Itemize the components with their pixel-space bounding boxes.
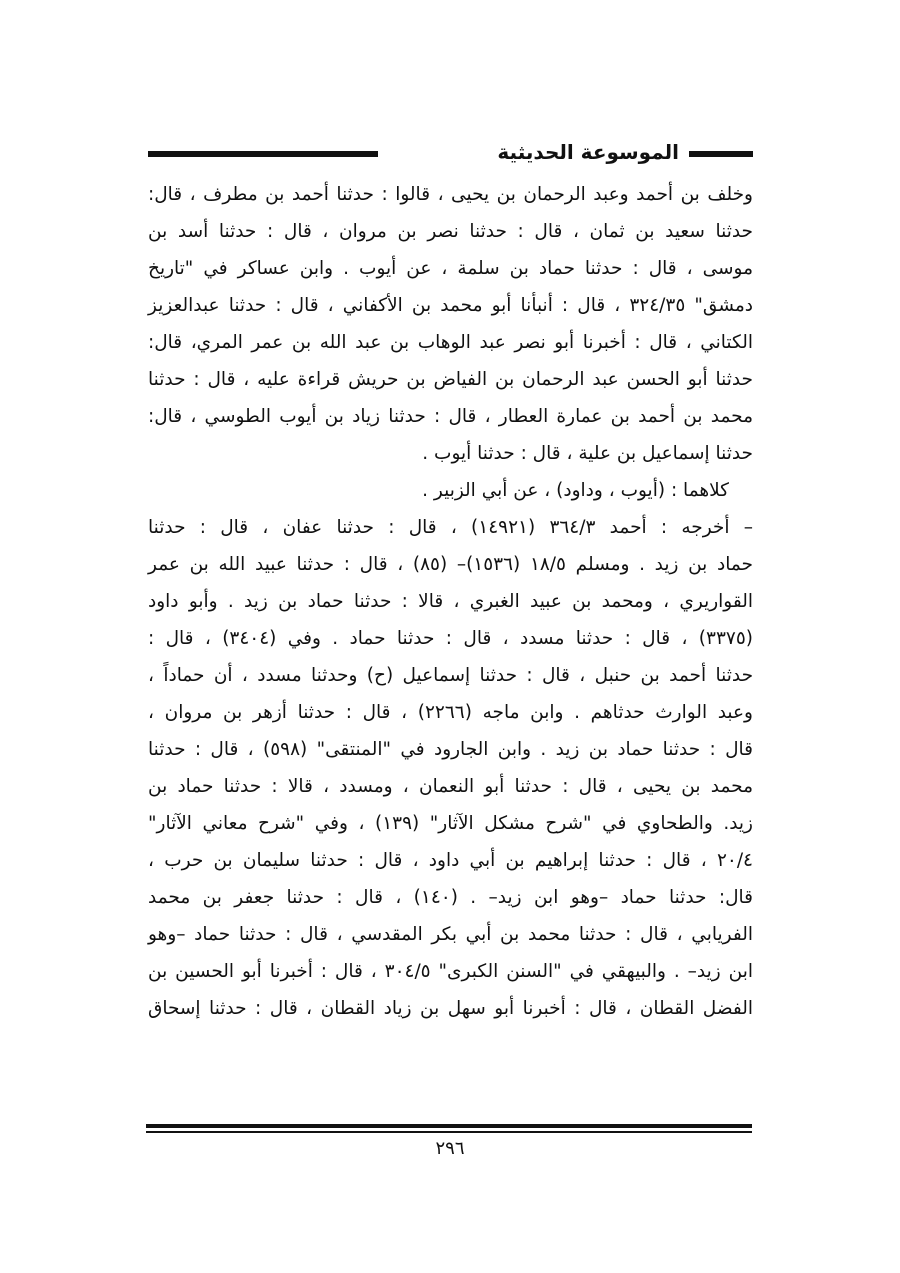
- running-header: [148, 142, 753, 172]
- text-line: حدثنا أحمد بن حنبل ، قال : حدثنا إسماعيل (ح) وحدثنا مسدد ، أن حماداً ،: [148, 665, 753, 686]
- text-line: – أخرجه : أحمد ٣٦٤/٣ (١٤٩٢١) ، قال : حدثنا عفان ، قال : حدثنا: [148, 517, 753, 538]
- page-number: ٢٩٦: [435, 1138, 465, 1159]
- text-line: الفريابي ، قال : حدثنا محمد بن أبي بكر المقدسي ، قال : حدثنا حماد –وهو: [148, 924, 753, 945]
- text-line: موسى ، قال : حدثنا حماد بن سلمة ، عن أيوب . وابن عساكر في "تاريخ: [148, 258, 753, 279]
- body-text: [148, 176, 753, 1027]
- text-line: حدثنا إسماعيل بن علية ، قال : حدثنا أيوب .: [422, 443, 753, 464]
- text-line: ابن زيد– . والبيهقي في "السنن الكبرى" ٣٠٤/٥ ، قال : أخبرنا أبو الحسين بن: [148, 961, 753, 982]
- header-rule-right: [689, 151, 753, 157]
- footer-rule: [146, 1124, 752, 1133]
- text-line: كلاهما : (أيوب ، وداود) ، عن أبي الزبير .: [422, 480, 729, 501]
- text-line: وخلف بن أحمد وعبد الرحمان بن يحيى ، قالوا : حدثنا أحمد بن مطرف ، قال:: [148, 184, 753, 205]
- text-line: دمشق" ٣٢٤/٣٥ ، قال : أنبأنا أبو محمد بن الأكفاني ، قال : حدثنا عبدالعزيز: [148, 295, 753, 316]
- text-line: حدثنا سعيد بن ثمان ، قال : حدثنا نصر بن مروان ، قال : حدثنا أسد بن: [148, 221, 753, 242]
- text-line: الكتاني ، قال : أخبرنا أبو نصر عبد الوهاب بن عبد الله بن عمر المري، قال:: [148, 332, 753, 353]
- text-line: القواريري ، ومحمد بن عبيد الغبري ، قالا : حدثنا حماد بن زيد . وأبو داود: [148, 591, 753, 612]
- footer-rule-thin: [146, 1131, 752, 1133]
- text-line: ٢٠/٤ ، قال : حدثنا إبراهيم بن أبي داود ، قال : حدثنا سليمان بن حرب ،: [148, 850, 753, 871]
- text-line: قال : حدثنا حماد بن زيد . وابن الجارود في "المنتقى" (٥٩٨) ، قال : حدثنا: [148, 739, 753, 760]
- text-line: قال: حدثنا حماد –وهو ابن زيد– . (١٤٠) ، قال : حدثنا جعفر بن محمد: [148, 887, 753, 908]
- text-line: حدثنا أبو الحسن عبد الرحمان بن الفياض بن حريش قراءة عليه ، قال : حدثنا: [148, 369, 753, 390]
- text-line: حماد بن زيد . ومسلم ١٨/٥ (١٥٣٦)– (٨٥) ، قال : حدثنا عبيد الله بن عمر: [148, 554, 753, 575]
- text-line: (٣٣٧٥) ، قال : حدثنا مسدد ، قال : حدثنا حماد . وفي (٣٤٠٤) ، قال :: [148, 628, 753, 649]
- header-rule-left: [148, 151, 378, 157]
- text-line: محمد بن يحيى ، قال : حدثنا أبو النعمان ، ومسدد ، قالا : حدثنا حماد بن: [148, 776, 753, 797]
- text-line: زيد. والطحاوي في "شرح مشكل الآثار" (١٣٩) ، وفي "شرح معاني الآثار": [148, 813, 753, 834]
- header-title: الموسوعة الحديثية: [497, 140, 679, 164]
- text-line: وعبد الوارث حدثاهم . وابن ماجه (٢٢٦٦) ، قال : حدثنا أزهر بن مروان ،: [148, 702, 753, 723]
- text-line: الفضل القطان ، قال : أخبرنا أبو سهل بن زياد القطان ، قال : حدثنا إسحاق: [148, 998, 753, 1019]
- text-line: محمد بن أحمد بن عمارة العطار ، قال : حدثنا زياد بن أيوب الطوسي ، قال:: [148, 406, 753, 427]
- footer-rule-thick: [146, 1124, 752, 1128]
